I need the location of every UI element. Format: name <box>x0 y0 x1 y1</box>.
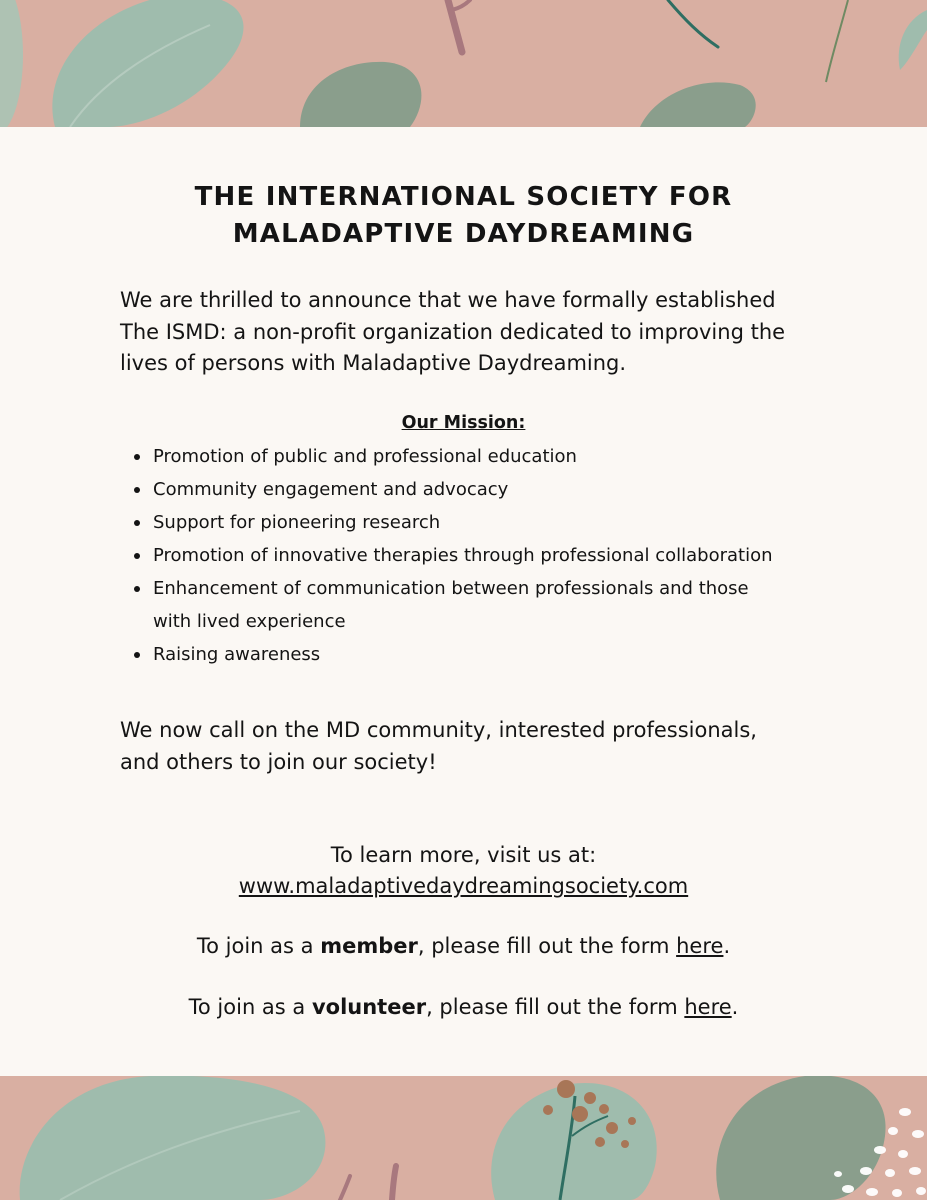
member-role: member <box>320 934 418 958</box>
mission-heading: Our Mission: <box>401 413 526 433</box>
intro-paragraph <box>120 285 820 380</box>
volunteer-line <box>0 992 927 1022</box>
website-link[interactable]: www.maladaptivedaydreamingsociety.com <box>238 874 689 898</box>
mission-item: Support for pioneering research <box>153 506 853 539</box>
mission-item: Promotion of innovative therapies through professional collaboration <box>153 539 853 572</box>
volunteer-form-link[interactable]: here <box>684 995 732 1019</box>
member-prefix: To join as a <box>196 934 321 958</box>
page-title <box>0 179 927 253</box>
title-line-1: THE INTERNATIONAL SOCIETY FOR <box>194 182 733 212</box>
mission-item-line-1: Enhancement of communication between professionals and those <box>153 578 749 599</box>
mission-item: Community engagement and advocacy <box>153 473 853 506</box>
mission-list <box>153 440 853 671</box>
top-decorative-band <box>0 0 927 127</box>
volunteer-suffix: . <box>731 995 739 1019</box>
volunteer-prefix: To join as a <box>188 995 312 1019</box>
volunteer-role: volunteer <box>311 995 427 1019</box>
volunteer-middle: , please fill out the form <box>426 995 685 1019</box>
title-line-2: MALADAPTIVE DAYDREAMING <box>232 219 695 249</box>
intro-line-2: The ISMD: a non-profit organization dedicated to improving the <box>120 319 786 344</box>
call-line-2: and others to join our society! <box>120 749 437 774</box>
bottom-leaf-pattern <box>0 1076 927 1200</box>
top-leaf-pattern <box>0 0 927 127</box>
call-line-1: We now call on the MD community, interested professionals, <box>120 718 757 742</box>
intro-line-3: lives of persons with Maladaptive Daydreaming. <box>120 351 627 375</box>
intro-line-1: We are thrilled to announce that we have formally established <box>120 288 776 312</box>
member-line <box>0 931 927 961</box>
learn-more-text: To learn more, visit us at: <box>330 843 597 867</box>
mission-item: Promotion of public and professional education <box>153 440 853 473</box>
bottom-decorative-band <box>0 1076 927 1200</box>
call-to-action <box>120 715 820 778</box>
mission-item-line-2: with lived experience <box>153 611 346 632</box>
member-suffix: . <box>723 934 731 958</box>
member-form-link[interactable]: here <box>676 934 724 958</box>
member-middle: , please fill out the form <box>417 934 677 958</box>
mission-item <box>153 572 853 638</box>
website-line <box>0 871 927 901</box>
mission-item: Raising awareness <box>153 638 853 671</box>
